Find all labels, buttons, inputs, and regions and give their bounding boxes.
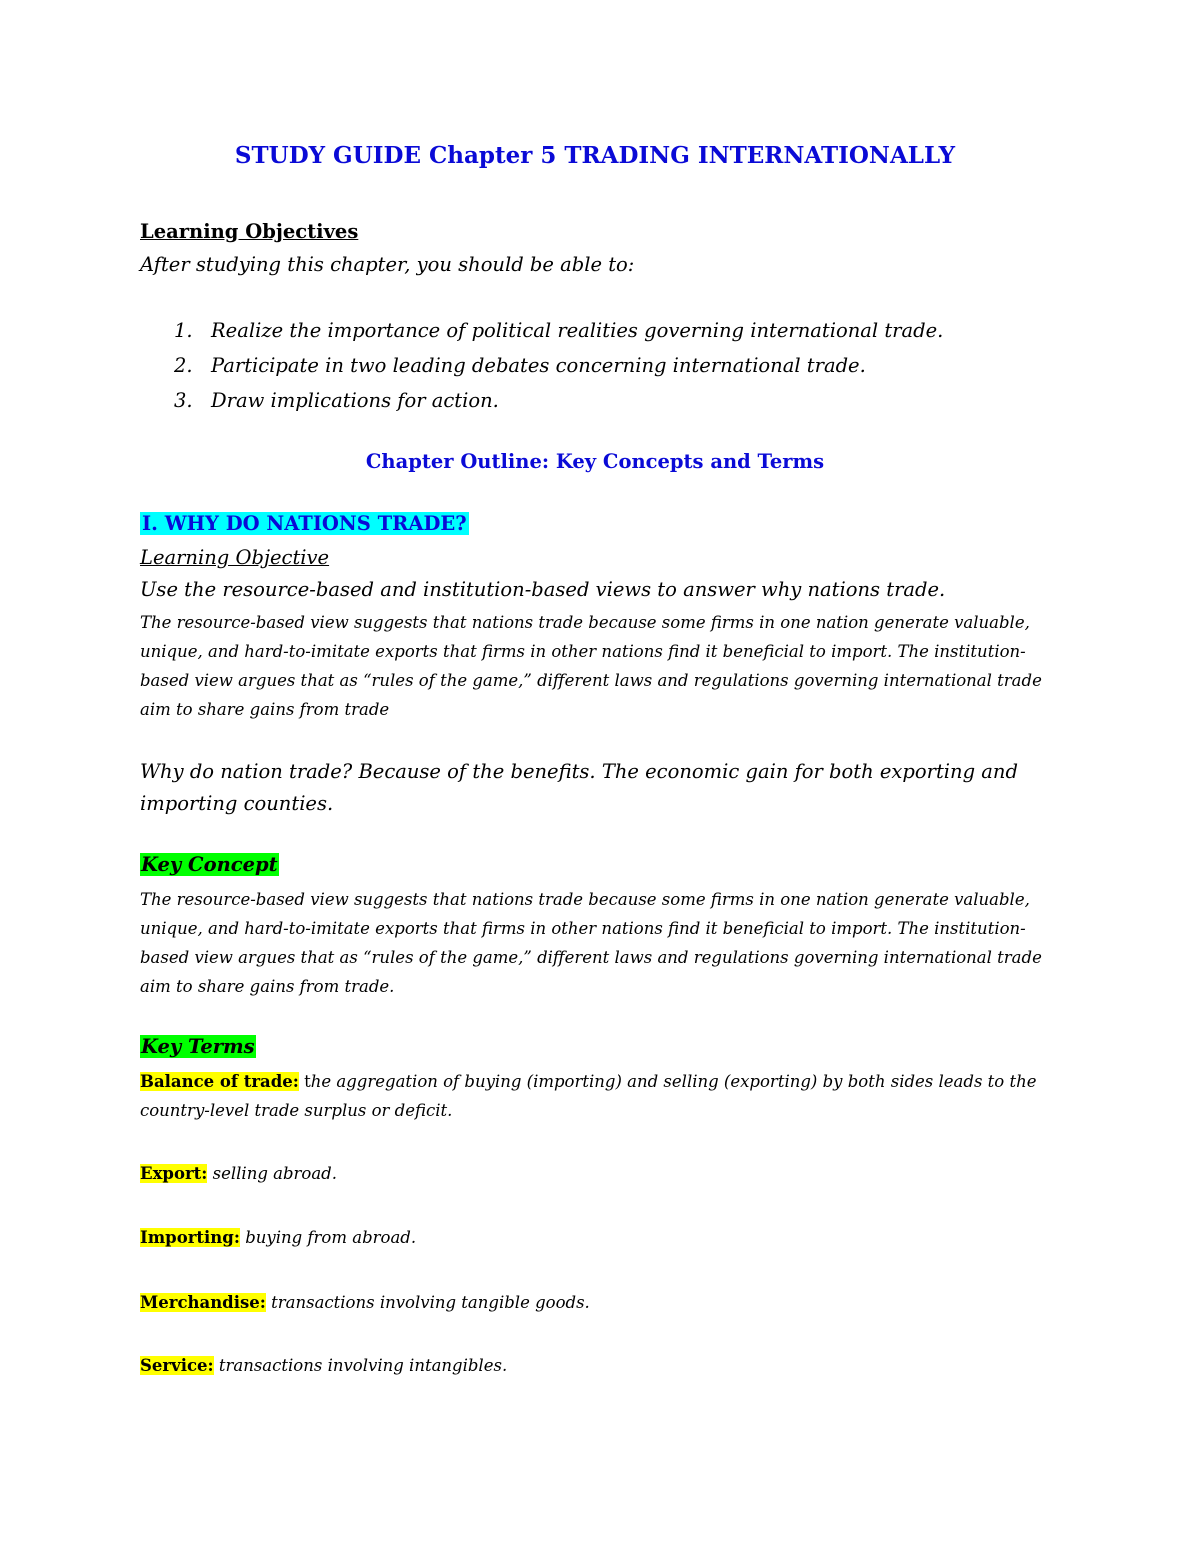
chapter-outline-heading: Chapter Outline: Key Concepts and Terms xyxy=(365,450,825,473)
term-label: Service: xyxy=(140,1356,214,1375)
list-item-number: 3. xyxy=(174,389,193,412)
term-definition: selling abroad. xyxy=(212,1164,337,1183)
document-page xyxy=(140,0,1060,1553)
section-paragraph: The resource-based view suggests that nations trade because some firms in one nation generate valuable, unique, and hard-to-imitate exports that firms in other nations find it beneficial to import. The institution-based view argues that as “rules of the game,” different laws and regulations governing international trade aim to share gains from trade xyxy=(140,613,1042,719)
list-item-text: Draw implications for action. xyxy=(211,389,499,412)
key-term-merchandise xyxy=(140,1288,1060,1317)
term-definition: he aggregation of buying (importing) and selling (exporting) by both sides leads to the country-level trade surplus or deficit. xyxy=(140,1072,1037,1120)
learning-objectives-intro: After studying this chapter, you should be able to: xyxy=(140,253,635,276)
key-term-balance-of-trade xyxy=(140,1067,1060,1125)
section-learning-objective-text: Use the resource-based and institution-based views to answer why nations trade. xyxy=(140,578,946,601)
term-label: Balance of trade: xyxy=(140,1072,299,1091)
key-term-importing xyxy=(140,1223,1060,1252)
key-concept-text: The resource-based view suggests that nations trade because some firms in one nation generate valuable, unique, and hard-to-imitate exports that firms in other nations find it beneficial to import. The institution-based view argues that as “rules of the game,” different laws and regulations governing international trade aim to share gains from trade. xyxy=(140,890,1042,996)
term-lead: t xyxy=(298,1072,311,1091)
list-item-text: Participate in two leading debates concerning international trade. xyxy=(211,354,866,377)
list-item-text: Realize the importance of political realities governing international trade. xyxy=(211,319,944,342)
learning-objectives-list xyxy=(174,319,943,424)
term-label: Merchandise: xyxy=(140,1293,266,1312)
key-terms-heading: Key Terms xyxy=(141,1035,255,1058)
list-item-number: 1. xyxy=(174,319,193,342)
term-label: Importing: xyxy=(140,1228,240,1247)
key-term-export xyxy=(140,1159,1060,1188)
section-learning-objective-label: Learning Objective xyxy=(140,546,330,569)
term-definition: transactions involving intangibles. xyxy=(218,1356,508,1375)
term-label: Export: xyxy=(140,1164,208,1183)
list-item xyxy=(174,319,943,354)
term-definition: buying from abroad. xyxy=(245,1228,417,1247)
key-term-service xyxy=(140,1351,1060,1380)
term-definition: transactions involving tangible goods. xyxy=(271,1293,590,1312)
learning-objectives-heading: Learning Objectives xyxy=(140,220,359,243)
section-heading: I. WHY DO NATIONS TRADE? xyxy=(142,512,467,535)
document-title: STUDY GUIDE Chapter 5 TRADING INTERNATIONALLY xyxy=(234,142,956,169)
list-item xyxy=(174,389,943,424)
list-item-number: 2. xyxy=(174,354,193,377)
why-trade-text: Why do nation trade? Because of the benefits. The economic gain for both exporting and importing counties. xyxy=(140,760,1018,815)
list-item xyxy=(174,354,943,389)
key-concept-heading: Key Concept xyxy=(141,853,278,876)
